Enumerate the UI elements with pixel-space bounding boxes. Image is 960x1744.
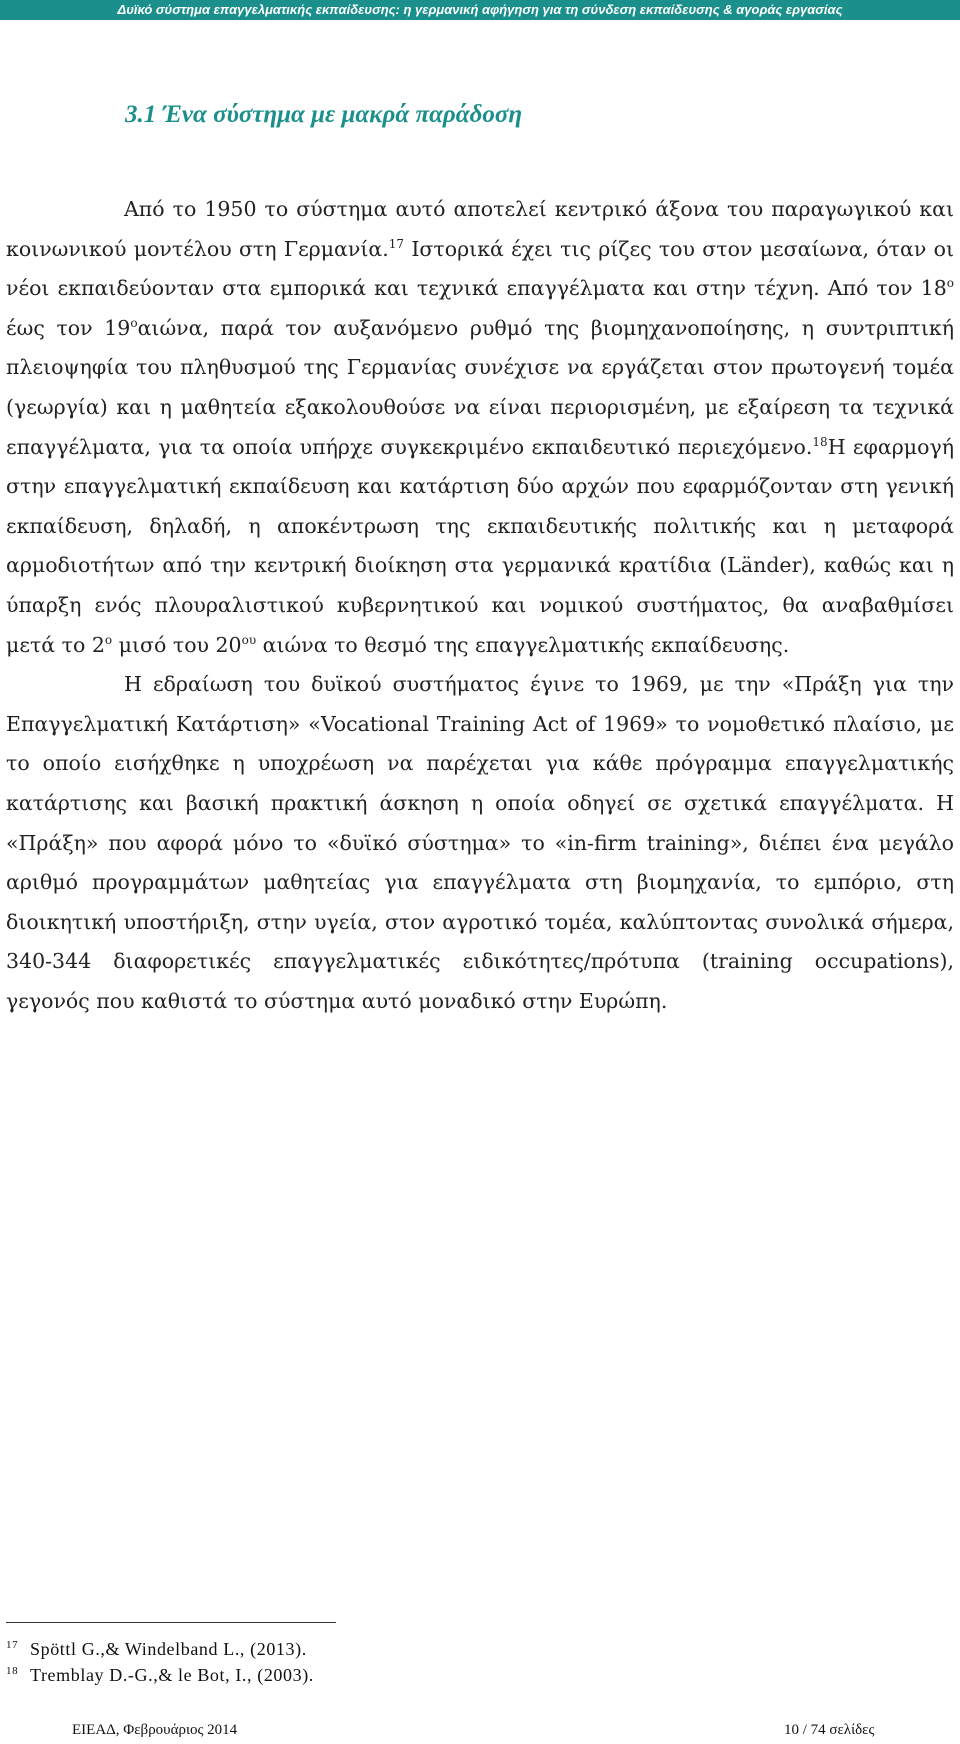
ordinal-superscript: ο	[130, 315, 138, 330]
body-text	[6, 190, 954, 1021]
ordinal-superscript: ο	[104, 632, 113, 647]
footer-publisher-date: ΕΙΕΑΔ, Φεβρουάριος 2014	[72, 1722, 238, 1738]
paragraph-1-text: αιώνα το θεσμό της επαγγελματικής εκπαίδευσης.	[256, 632, 790, 657]
paragraph-1-text: Ιστορικά έχει τις ρίζες του στον μεσαίωνα, όταν οι νέοι εκπαιδεύονταν στα εμπορικά και τεχνικά επαγγέλματα και στην τέχνη. Από τον 18	[6, 236, 954, 301]
paragraph-1	[6, 190, 954, 665]
section-heading: 3.1 Ένα σύστημα με μακρά παράδοση	[125, 101, 523, 128]
footnotes	[6, 1636, 314, 1688]
footnote-17: $^{17}$ Spöttl G.,& Windelband L., (2013).	[6, 1639, 307, 1659]
ordinal-superscript: ο	[946, 276, 954, 291]
paragraph-1-text: έως τον 19	[6, 315, 131, 340]
paragraph-1-text: μισό του 20	[112, 632, 242, 657]
footer-page-number: 10 / 74 σελίδες	[784, 1722, 875, 1738]
paragraph-1-text: Η εφαρμογή στην επαγγελματική εκπαίδευση και κατάρτιση δύο αρχών που εφαρμόζονταν στη γενική εκπαίδευση, δηλαδή, η αποκέντρωση της εκπαιδευτικής πολιτικής και η μεταφορά αρμοδιοτήτων από την κεντρική διοίκηση στα γερμανικά κρατίδια (Länder), καθώς και η ύπαρξη ενός πλουραλιστικού κυβερνητικού και νομικού συστήματος, θα αναβαθμίσει μετά το 2	[6, 434, 954, 657]
running-header: Δυϊκό σύστημα επαγγελματικής εκπαίδευσης: η γερμανική αφήγηση για τη σύνδεση εκπαίδευσης & αγοράς εργασίας	[0, 0, 960, 20]
footnote-ref-17[interactable]: 17	[388, 236, 405, 251]
footnote-ref-18[interactable]: 18	[812, 434, 828, 449]
footnote-text: Spöttl G.,& Windelband L., (2013).	[30, 1639, 307, 1659]
footnote-text: Tremblay D.-G.,& le Bot, I., (2003).	[30, 1665, 314, 1685]
footnote-divider	[6, 1622, 336, 1623]
paragraph-2: Η εδραίωση του δυϊκού συστήματος έγινε το 1969, με την «Πράξη για την Επαγγελματική Κατάρτιση» «Vocational Training Act of 1969» το νομοθετικό πλαίσιο, με το οποίο εισήχθηκε η υποχρέωση να παρέχεται για κάθε πρόγραμμα επαγγελματικής κατάρτισης και βασική πρακτική άσκηση η οποία οδηγεί σε σχετικά επαγγέλματα. Η «Πράξη» που αφορά μόνο το «δυϊκό σύστημα» το «in-firm training», διέπει ένα μεγάλο αριθμό προγραμμάτων μαθητείας για επαγγέλματα στη βιομηχανία, το εμπόριο, στη διοικητική υποστήριξη, στην υγεία, στον αγροτικό τομέα, καλύπτοντας συνολικά σήμερα, 340-344 διαφορετικές επαγγελματικές ειδικότητες/πρότυπα (training occupations), γεγονός που καθιστά το σύστημα αυτό μοναδικό στην Ευρώπη.	[6, 672, 954, 1013]
ordinal-superscript: ου	[241, 632, 257, 647]
footnote-18: $^{18}$ Tremblay D.-G.,& le Bot, I., (2003).	[6, 1665, 314, 1685]
paragraph-1-text: Από το 1950 το σύστημα αυτό αποτελεί κεντρικό άξονα του παραγωγικού και κοινωνικού μοντέλου στη Γερμανία.	[6, 197, 954, 261]
paragraph-1-text: αιώνα, παρά τον αυξανόμενο ρυθμό της βιομηχανοποίησης, η συντριπτική πλειοψηφία του πληθυσμού της Γερμανίας συνέχισε να εργάζεται στον πρωτογενή τομέα (γεωργία) και η μαθητεία εξακολουθούσε να είναι περιορισμένη, με εξαίρεση τα τεχνικά επαγγέλματα, για τα οποία υπήρχε συγκεκριμένο εκπαιδευτικό περιεχόμενο.	[6, 315, 954, 459]
